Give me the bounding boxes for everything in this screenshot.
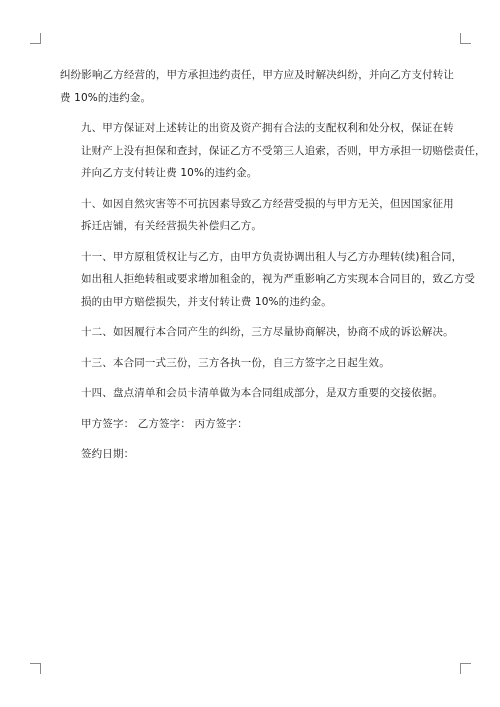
text-line: 纠纷影响乙方经营的，甲方承担违约责任，甲方应及时解决纠纷，并向乙方支付转让 <box>60 69 455 81</box>
crop-mark-bottom-right <box>460 663 471 674</box>
text-line: 让财产上没有担保和查封，保证乙方不受第三人追索，否则，甲方承担一切赔偿责任， <box>81 144 486 157</box>
text-line: 九、甲方保证对上述转让的出资及资产拥有合法的支配权利和处分权，保证在转 <box>81 122 454 134</box>
text-line: 并向乙方支付转让费 10%的违约金。 <box>81 167 258 179</box>
text-line: 如出租人拒绝转租或要求增加租金的，视为严重影响乙方实现本合同目的，致乙方受 <box>81 273 476 285</box>
document-body <box>60 64 486 474</box>
text-line: 十、如因自然灾害等不可抗因素导致乙方经营受损的与甲方无关，但因国家征用 <box>81 197 454 210</box>
text-line: 十四、盘点清单和会员卡清单做为本合同组成部分，是双方重要的交接依据。 <box>81 387 444 399</box>
clause-12 <box>60 321 454 344</box>
clause-9 <box>60 117 486 185</box>
sign-date-line <box>60 443 445 466</box>
text-line: 十一、甲方原租赁权让与乙方，由甲方负责协调出租人与乙方办理转(续)租合同， <box>81 250 463 263</box>
text-line: 费 10%的违约金。 <box>60 91 152 104</box>
text-line: 签约日期： <box>81 448 135 460</box>
paragraph-continuation <box>60 64 455 109</box>
crop-mark-bottom-left <box>30 663 41 674</box>
clause-10 <box>60 193 454 238</box>
text-line: 十三、本合同一式三份，三方各执一份，自三方签字之日起生效。 <box>81 356 390 369</box>
text-line: 拆迁店铺，有关经营损失补偿归乙方。 <box>81 220 263 232</box>
clause-11 <box>60 246 476 314</box>
crop-mark-top-left <box>30 33 41 44</box>
text-line: 甲方签字： 乙方签字： 丙方签字： <box>81 417 248 430</box>
signature-line <box>60 413 445 436</box>
text-line: 十二、如因履行本合同产生的纠纷，三方尽量协商解决，协商不成的诉讼解决。 <box>81 326 454 338</box>
text-line: 损的由甲方赔偿损失，并支付转让费 10%的违约金。 <box>81 295 332 308</box>
clause-13 <box>60 352 445 375</box>
clause-14 <box>60 382 445 405</box>
crop-mark-top-right <box>460 33 471 44</box>
